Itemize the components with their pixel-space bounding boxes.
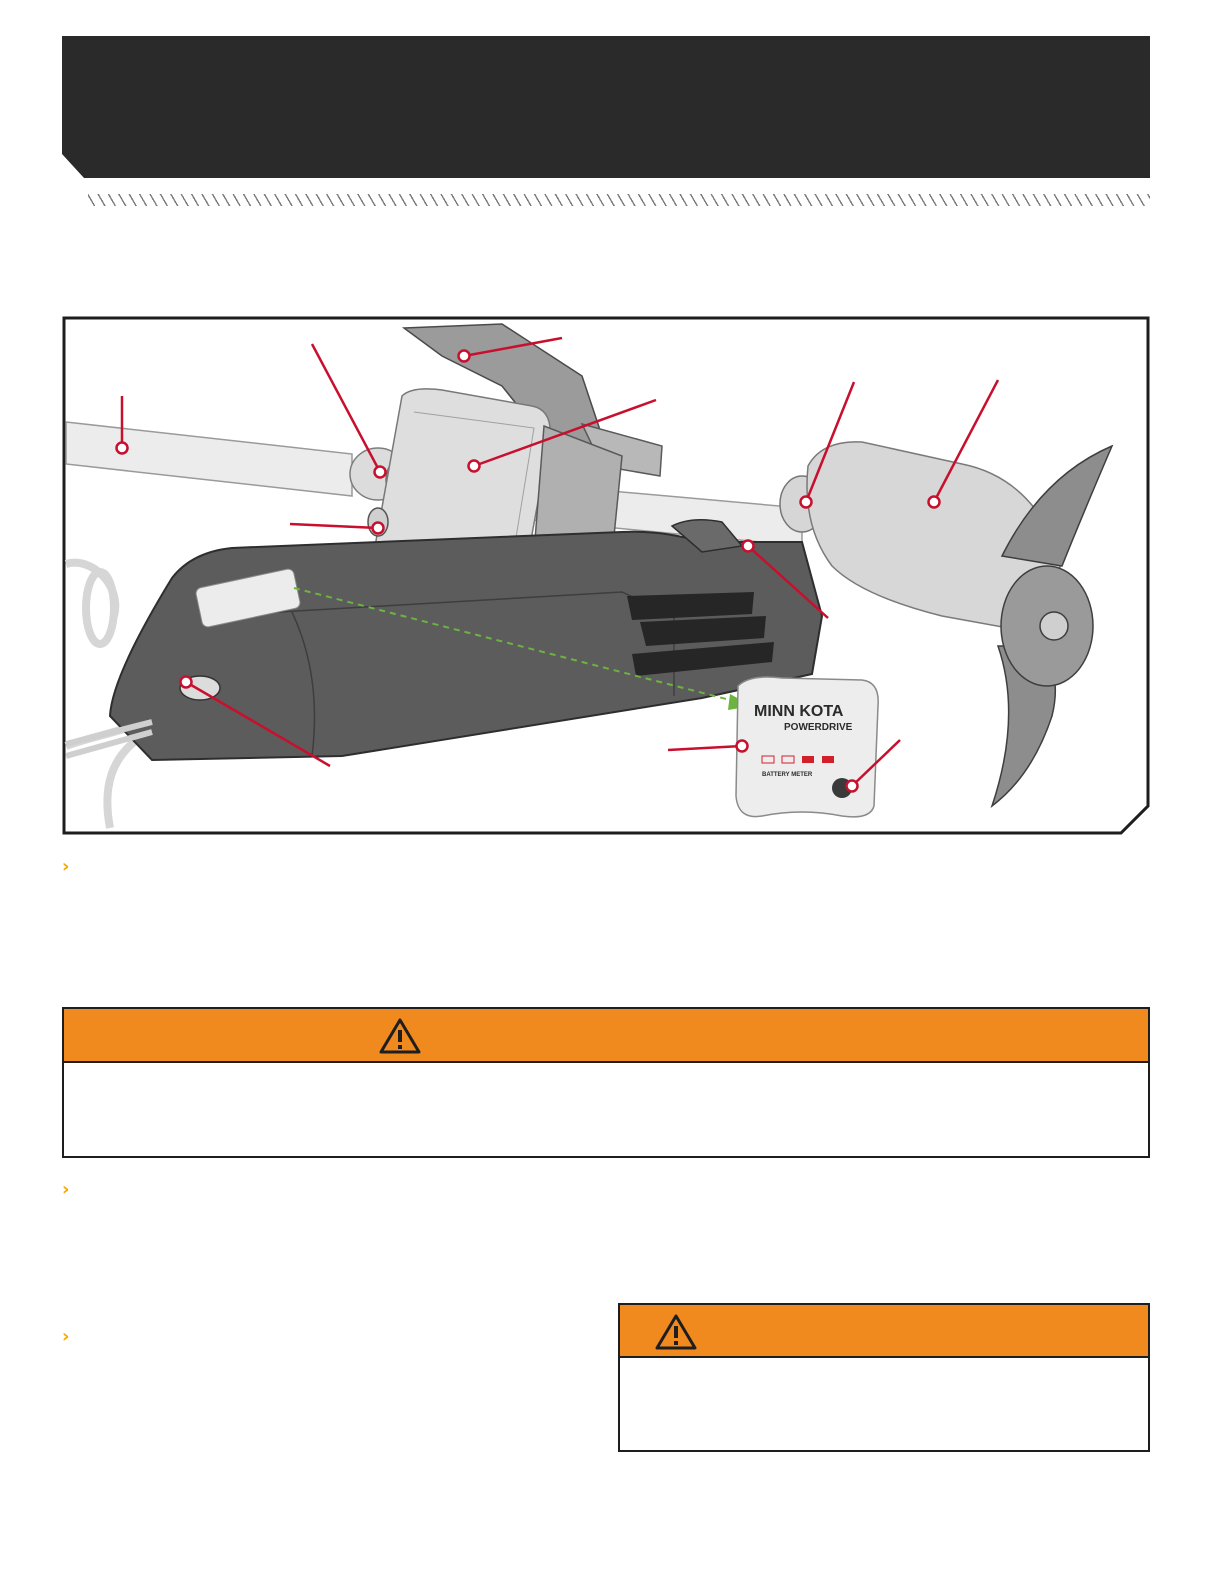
prop-nut — [1040, 612, 1068, 640]
warning-header — [64, 1009, 1148, 1063]
callout-marker — [469, 461, 480, 472]
battery-level-3 — [802, 756, 814, 763]
inset-meter-label: BATTERY METER — [762, 772, 813, 778]
warning-header — [620, 1305, 1148, 1358]
product-diagram — [62, 316, 1150, 835]
callout-marker — [459, 351, 470, 362]
vent-grille — [627, 592, 774, 676]
chevron-right-icon: › — [62, 856, 70, 877]
callout-marker — [373, 523, 384, 534]
battery-level-4 — [822, 756, 834, 763]
motor-illustration — [62, 316, 1150, 835]
chevron-right-icon: › — [62, 1179, 70, 1200]
callout-marker — [117, 443, 128, 454]
warning-box-main — [62, 1007, 1150, 1158]
inset-product: POWERDRIVE — [784, 722, 853, 733]
header-banner — [62, 36, 1150, 178]
callout-marker — [181, 677, 192, 688]
chevron-right-icon: › — [62, 1326, 70, 1347]
warning-triangle-icon — [654, 1313, 698, 1351]
hatch-divider — [88, 194, 1150, 206]
callout-marker — [375, 467, 386, 478]
warning-box-secondary — [618, 1303, 1150, 1452]
callout-marker — [737, 741, 748, 752]
callout-marker — [743, 541, 754, 552]
warning-triangle-icon — [378, 1017, 422, 1055]
battery-meter-inset — [736, 677, 878, 817]
callout-marker — [929, 497, 940, 508]
callout-marker — [847, 781, 858, 792]
callout-marker — [801, 497, 812, 508]
inset-brand: MINN KOTA — [754, 703, 844, 720]
